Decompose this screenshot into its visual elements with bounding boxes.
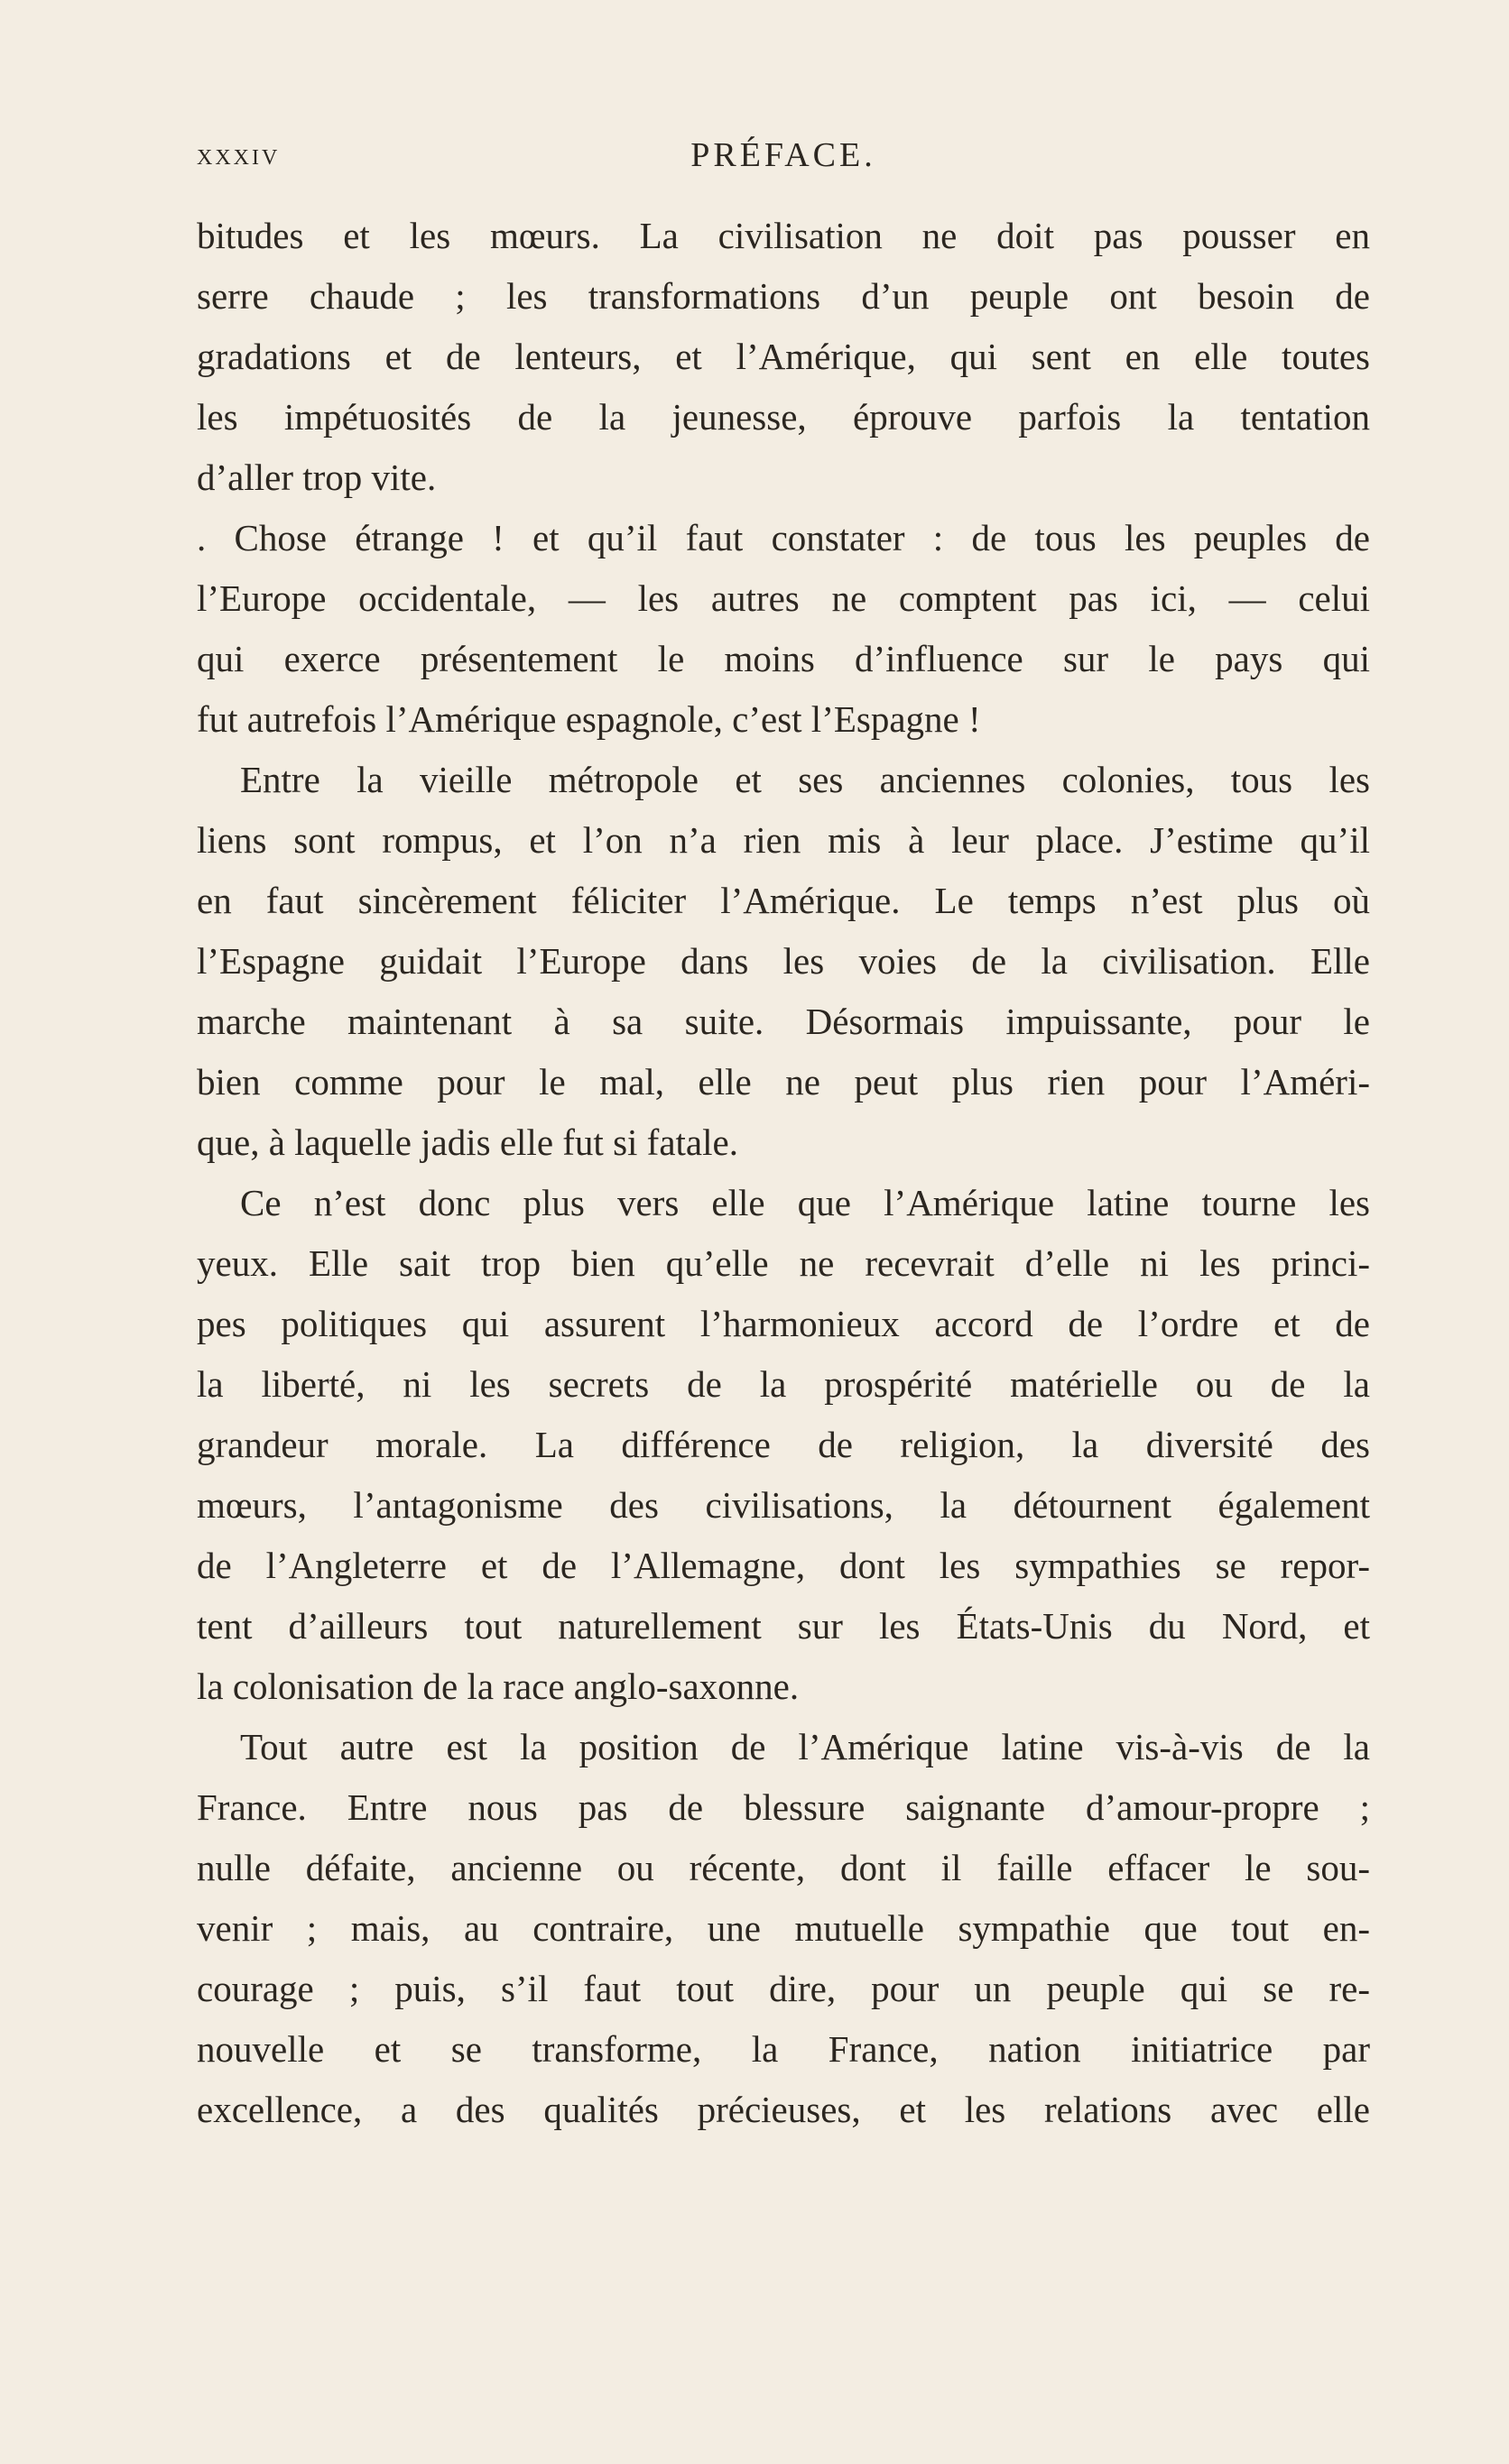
text-line: Tout autre est la position de l’Amérique latine vis-à-vis de la xyxy=(240,1726,1370,1767)
body-text xyxy=(197,206,1370,2140)
text-line: tent d’ailleurs tout naturellement sur les États-Unis du Nord, et xyxy=(197,1605,1370,1647)
text-line: serre chaude ; les transformations d’un peuple ont besoin de xyxy=(197,275,1370,317)
page-header xyxy=(197,135,1370,180)
text-line: pes politiques qui assurent l’harmonieux accord de l’ordre et de xyxy=(197,1303,1370,1344)
text-line: nouvelle et se transforme, la France, nation initiatrice par xyxy=(197,2028,1370,2070)
text-line: l’Espagne guidait l’Europe dans les voies de la civilisation. Elle xyxy=(197,940,1370,982)
running-title: PRÉFACE. xyxy=(690,136,876,174)
text-line: de l’Angleterre et de l’Allemagne, dont les sympathies se repor- xyxy=(197,1545,1370,1586)
text-line: la liberté, ni les secrets de la prospérité matérielle ou de la xyxy=(197,1363,1370,1405)
text-line: d’aller trop vite. xyxy=(197,457,437,498)
text-line: grandeur morale. La différence de religion, la diversité des xyxy=(197,1424,1370,1465)
text-line: France. Entre nous pas de blessure saignante d’amour-propre ; xyxy=(197,1786,1370,1828)
text-line: que, à laquelle jadis elle fut si fatale. xyxy=(197,1121,738,1163)
text-line: Ce n’est donc plus vers elle que l’Amérique latine tourne les xyxy=(240,1182,1370,1223)
text-line: liens sont rompus, et l’on n’a rien mis à leur place. J’estime qu’il xyxy=(197,819,1370,861)
text-line: en faut sincèrement féliciter l’Amérique. Le temps n’est plus où xyxy=(197,880,1370,921)
text-line: qui exerce présentement le moins d’influence sur le pays qui xyxy=(197,638,1370,679)
text-line: marche maintenant à sa suite. Désormais impuissante, pour le xyxy=(197,1001,1370,1042)
text-line: bitudes et les mœurs. La civilisation ne doit pas pousser en xyxy=(197,215,1370,256)
text-line: mœurs, l’antagonisme des civilisations, la détournent également xyxy=(197,1484,1370,1526)
text-line: yeux. Elle sait trop bien qu’elle ne recevrait d’elle ni les princi- xyxy=(197,1242,1370,1284)
text-line: courage ; puis, s’il faut tout dire, pour un peuple qui se re- xyxy=(197,1968,1370,2009)
text-line: Entre la vieille métropole et ses anciennes colonies, tous les xyxy=(240,759,1370,800)
text-line: la colonisation de la race anglo-saxonne. xyxy=(197,1666,800,1707)
text-line: nulle défaite, ancienne ou récente, dont il faille effacer le sou- xyxy=(197,1847,1370,1888)
text-line: les impétuosités de la jeunesse, éprouve parfois la tentation xyxy=(197,396,1370,438)
text-line: excellence, a des qualités précieuses, et les relations avec elle xyxy=(197,2089,1370,2130)
text-line: l’Europe occidentale, — les autres ne comptent pas ici, — celui xyxy=(197,577,1370,619)
text-line: bien comme pour le mal, elle ne peut plus rien pour l’Améri- xyxy=(197,1061,1370,1103)
text-line: gradations et de lenteurs, et l’Amérique, qui sent en elle toutes xyxy=(197,336,1370,377)
page-number: XXXIV xyxy=(197,146,281,170)
text-line: venir ; mais, au contraire, une mutuelle sympathie que tout en- xyxy=(197,1907,1370,1949)
text-line: fut autrefois l’Amérique espagnole, c’est l’Espagne ! xyxy=(197,698,981,740)
text-line: . Chose étrange ! et qu’il faut constater : de tous les peuples de xyxy=(197,517,1370,558)
